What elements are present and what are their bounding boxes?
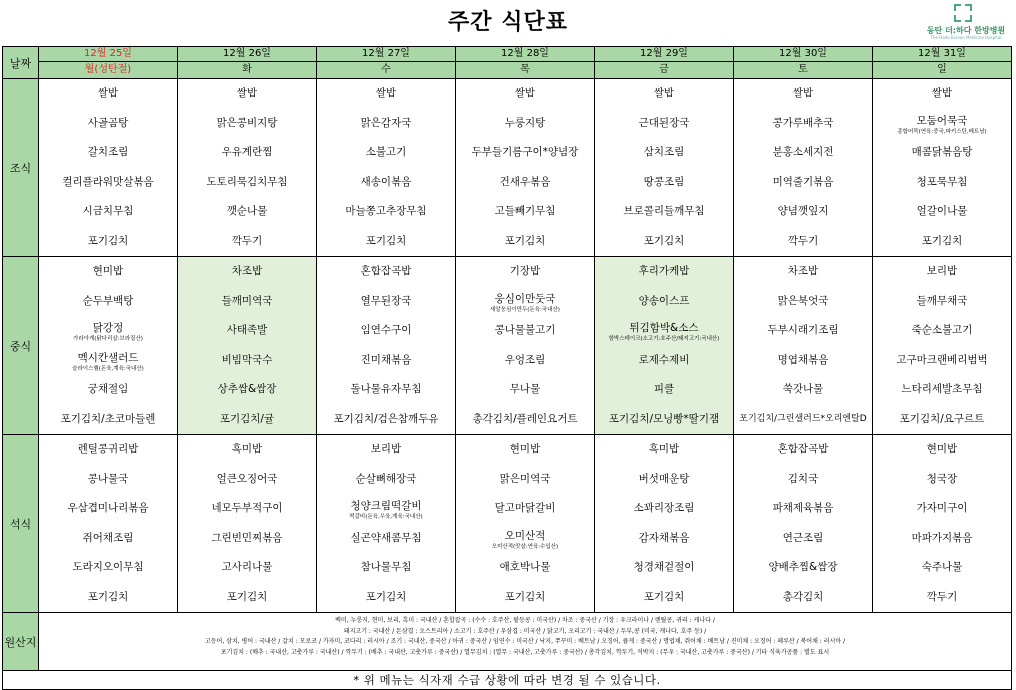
menu-item: 쌀밥 [653, 87, 675, 99]
menu-item: 총각김치/플레인요거트 [472, 412, 578, 425]
menu-item: 쌀밥 [514, 87, 536, 99]
menu-item-origin-note: 함박스테이크(소고기:호주산/돼지고기:국내산) [608, 336, 720, 342]
day-header [39, 47, 178, 79]
day-date: 12월 30일 [734, 47, 872, 62]
date-row [3, 47, 1012, 79]
menu-item: 현미밥 [926, 443, 958, 455]
menu-item: 혼합잡곡밥 [777, 443, 829, 455]
lunch-day-cell [178, 257, 317, 435]
dinner-day-cell [456, 435, 595, 613]
origin-info [39, 613, 1012, 671]
menu-item: 포기김치 [643, 590, 685, 603]
menu-item: 깍두기 [231, 234, 263, 247]
menu-item-name: 오미산적 [504, 529, 546, 542]
menu-item: 쌀밥 [931, 87, 953, 99]
menu-item: 누룽지탕 [504, 116, 546, 129]
dinner-day-cell [317, 435, 456, 613]
menu-item: 애호박나물 [499, 561, 551, 573]
menu-item: 기장밥 [509, 265, 541, 277]
menu-item: 임연수구이 [360, 324, 412, 336]
menu-item: 진미채볶음 [360, 353, 412, 366]
menu-item: 포기김치 [365, 590, 407, 603]
menu-item: 쑥갓나물 [782, 383, 824, 395]
day-header [456, 47, 595, 79]
menu-item: 무나물 [509, 383, 541, 395]
menu-item: 상추쌈&쌈장 [217, 383, 277, 395]
menu-item: 포기김치/그린샐러드*오리엔탈D [739, 413, 867, 424]
menu-item [595, 316, 733, 346]
menu-item-origin-note: 가라아게(닭다리살:브라질산) [73, 336, 143, 342]
origin-line: 돼지고기 : 국내산 / 돈삼겹 : 오스트리아 / 소고기 : 호주산 / 우삼겹 : 미국산 / 닭고기, 오리고기 : 국내산 / 두부,콩 (미국, 캐나다, 호주 등) / [343, 627, 707, 635]
menu-item: 포기김치 [504, 590, 546, 603]
menu-item-origin-note: 새알웅심이만두(돈육:국내산) [490, 306, 560, 313]
menu-item: 포기김치/모닝빵*딸기잼 [608, 412, 720, 425]
menu-item: 두부들기름구이*양념장 [471, 146, 579, 158]
dinner-label: 석식 [3, 435, 39, 613]
hospital-logo [918, 4, 1014, 40]
dinner-row [3, 435, 1012, 613]
day-of-week: 목 [456, 62, 594, 78]
menu-item-name: 모둠어묵국 [916, 114, 968, 127]
menu-item-name: 멕시칸샐러드 [77, 351, 139, 364]
menu-item-name: 닭강정 [92, 322, 124, 334]
day-of-week: 금 [595, 62, 733, 78]
menu-item: 근대된장국 [638, 116, 690, 129]
menu-item: 보리밥 [370, 443, 402, 455]
dinner-day-cell [595, 435, 734, 613]
menu-item: 양배추찜&쌈장 [768, 561, 838, 573]
menu-item: 렌틸콩귀리밥 [77, 443, 139, 455]
day-of-week: 일 [873, 62, 1011, 78]
menu-item [317, 494, 455, 524]
menu-item-origin-note: 종합어묵(연육:중국,파키스탄,베트남) [897, 128, 987, 135]
menu-item: 김치국 [787, 472, 819, 485]
menu-item [39, 346, 177, 376]
menu-item: 고들빼기무침 [494, 205, 556, 217]
menu-item: 우엉조림 [504, 353, 546, 366]
menu-item: 쌀밥 [97, 87, 119, 99]
menu-item: 포기김치 [365, 234, 407, 247]
origin-line: 포기김치 : (배추 : 국내산, 고춧가루 : 국내산) / 깍두기 : (배추 : 국내산, 고춧가루 : 중국산) / 열무김치 : (열무 : 국내산, 고춧가루 : 중국산) / 총각김치, 깍두기, 석박지 : (무우 : 국내산, 고춧가루 : 중국산) / 기타 식육가공품 : 별도 표시 [220, 648, 830, 656]
menu-item: 청포묵무침 [916, 175, 968, 188]
page-title: 주간 식단표 [448, 10, 568, 35]
menu-item: 분홍소세지전 [772, 146, 834, 158]
day-date: 12월 31일 [873, 47, 1011, 62]
menu-item-origin-note: 오미산적(맛살:연육:수입산) [491, 543, 559, 550]
menu-item: 콩나물국 [87, 472, 129, 485]
menu-item: 포기김치/요구르트 [899, 412, 985, 425]
lunch-day-cell [873, 257, 1012, 435]
origin-label: 원산지 [3, 613, 39, 671]
breakfast-day-cell [39, 79, 178, 257]
breakfast-label: 조식 [3, 79, 39, 257]
menu-item: 맑은감자국 [360, 116, 412, 129]
menu-item-name: 웅심이만둣국 [494, 292, 556, 305]
day-date: 12월 29일 [595, 47, 733, 62]
menu-item: 참나물무침 [360, 561, 412, 573]
menu-item: 미역줄기볶음 [772, 175, 834, 188]
menu-item: 청국장 [926, 472, 958, 485]
menu-item: 쌀밥 [792, 87, 814, 99]
menu-item: 쥐어채조림 [82, 531, 134, 544]
menu-item: 콩나물불고기 [494, 324, 556, 336]
menu-item: 총각김치 [782, 590, 824, 603]
menu-item: 연근조림 [782, 531, 824, 544]
menu-item: 포기김치 [643, 234, 685, 247]
menu-item: 건새우볶음 [499, 175, 551, 188]
menu-item: 비빔막국수 [221, 353, 273, 366]
menu-item: 궁채절임 [87, 383, 129, 395]
menu-item: 소불고기 [365, 146, 407, 158]
menu-item: 흑미밥 [231, 443, 263, 455]
menu-item: 흑미밥 [648, 443, 680, 455]
menu-item-origin-note: 슬라이스햄(돈육,계육:국내산) [72, 365, 144, 372]
menu-item: 청경채겉절이 [633, 561, 695, 573]
dinner-day-cell [39, 435, 178, 613]
menu-item: 순살뼈해장국 [355, 472, 417, 485]
day-of-week: 토 [734, 62, 872, 78]
menu-item [456, 524, 594, 554]
menu-item: 얼갈이나물 [916, 205, 968, 217]
menu-item: 쌀밥 [236, 87, 258, 99]
menu-item: 네모두부적구이 [211, 502, 283, 514]
logo-name: 동탄 더:하다 한방병원 [926, 26, 1006, 35]
menu-item: 얼큰오징어국 [216, 472, 278, 485]
menu-item-name: 청양크림떡갈비 [350, 500, 422, 512]
menu-item: 깍두기 [926, 590, 958, 603]
menu-item: 삼치조림 [643, 146, 685, 158]
menu-item: 들깨무채국 [916, 294, 968, 307]
menu-item: 로제수제비 [638, 353, 690, 366]
date-label: 날짜 [3, 47, 39, 79]
menu-item: 명엽채볶음 [777, 353, 829, 366]
lunch-label: 중식 [3, 257, 39, 435]
origin-line: 백미, 누룽지, 현미, 보리, 흑미 : 국내산 / 혼합잡곡 : (수수 : 호주산, 팥등콩 : 미국산) / 차조 : 중국산 / 기장 : 우크라이나 / 렌틸콩, 귀리 : 캐나다 / [335, 617, 715, 624]
note-row [3, 671, 1012, 690]
lunch-day-cell [39, 257, 178, 435]
menu-item: 도토리묵김치무침 [206, 175, 288, 188]
menu-item-origin-note: 떡갈비(돈육,우육,계육:국내산) [349, 514, 423, 520]
menu-item: 현미밥 [92, 265, 124, 277]
menu-item: 마파가지볶음 [911, 531, 973, 544]
lunch-row [3, 257, 1012, 435]
breakfast-day-cell [317, 79, 456, 257]
lunch-day-cell [456, 257, 595, 435]
menu-item: 숙주나물 [921, 561, 963, 573]
origin-line: 고등어, 삼치, 병어 : 국내산 / 갈치 : 모로코 / 가자미, 코다리 : 러시아 / 조기 : 국내산, 중국산 / 아귀 : 중국산 / 임연수 : 미국산 / 낙지, 쭈꾸미 : 베트남 / 오징어, 쥴게 : 중국산 / 명엽채, 쥐어채 : 베트남 / 진미채 : 오징어 : 페루산 / 북어채 : 러시아 / [204, 638, 846, 645]
menu-item: 파채제육볶음 [772, 502, 834, 514]
menu-item: 소꽈리장조림 [633, 502, 695, 514]
menu-item: 도라지오이무침 [72, 561, 144, 573]
menu-item: 피클 [653, 383, 675, 395]
menu-item: 포기김치/귤 [219, 412, 275, 425]
day-date: 12월 26일 [178, 47, 316, 62]
menu-item: 들깨미역국 [221, 294, 273, 307]
menu-item: 땅콩조림 [643, 175, 685, 188]
menu-item: 깻순나물 [226, 205, 268, 217]
menu-item: 포기김치 [87, 234, 129, 247]
dinner-day-cell [178, 435, 317, 613]
menu-item: 포기김치/검은참깨두유 [333, 412, 439, 425]
lunch-day-cell [734, 257, 873, 435]
day-date: 12월 28일 [456, 47, 594, 62]
breakfast-day-cell [595, 79, 734, 257]
menu-item: 포기김치 [504, 234, 546, 247]
menu-item: 맑은미역국 [499, 472, 551, 485]
menu-item: 죽순소불고기 [911, 324, 973, 336]
menu-item: 맑은콩비지탕 [216, 116, 278, 129]
menu-item: 포기김치 [87, 590, 129, 603]
menu-item [39, 316, 177, 346]
menu-item: 양송이스프 [638, 294, 690, 307]
lunch-day-cell [317, 257, 456, 435]
day-of-week: 화 [178, 62, 316, 78]
menu-item: 매콤닭볶음탕 [911, 146, 973, 158]
breakfast-day-cell [456, 79, 595, 257]
weekly-menu-table [2, 46, 1012, 690]
day-header [873, 47, 1012, 79]
menu-item: 차조밥 [231, 265, 263, 277]
menu-item: 새송이볶음 [360, 175, 412, 188]
menu-item: 감자채볶음 [638, 531, 690, 544]
breakfast-row [3, 79, 1012, 257]
menu-item: 열무된장국 [360, 294, 412, 307]
origin-row [3, 613, 1012, 671]
menu-item [456, 287, 594, 317]
menu-item: 가자미구이 [916, 502, 968, 514]
menu-item: 현미밥 [509, 443, 541, 455]
logo-mark-icon [954, 4, 972, 22]
day-of-week: 월(성탄절) [39, 62, 177, 78]
day-date: 12월 27일 [317, 47, 455, 62]
menu-item: 실곤약새콤무침 [350, 531, 422, 544]
menu-item: 마늘쫑고추장무침 [345, 205, 427, 217]
menu-item: 버섯매운탕 [638, 472, 690, 485]
menu-item: 포기김치 [226, 590, 268, 603]
menu-item: 컬리플라워맛살볶음 [62, 175, 154, 188]
menu-item: 고사리나물 [221, 561, 273, 573]
logo-subtitle: The Hada Korean Medicine Hospital [930, 35, 1002, 40]
menu-item: 콩가루배추국 [772, 116, 834, 129]
menu-item: 혼합잡곡밥 [360, 265, 412, 277]
menu-item: 느타리세발초무침 [901, 383, 983, 395]
menu-item: 순두부백탕 [82, 294, 134, 307]
menu-item: 보리밥 [926, 265, 958, 277]
menu-item: 두부시래기조림 [767, 324, 839, 336]
lunch-day-cell [595, 257, 734, 435]
menu-item: 사골곰탕 [87, 116, 129, 129]
day-header [595, 47, 734, 79]
dinner-day-cell [873, 435, 1012, 613]
menu-item-name: 튀김함박&소스 [629, 322, 699, 334]
menu-item: 고구마크랜베리범벅 [896, 353, 988, 366]
menu-item [873, 109, 1011, 139]
menu-item: 달고마닭갈비 [494, 502, 556, 514]
breakfast-day-cell [873, 79, 1012, 257]
day-date: 12월 25일 [39, 47, 177, 62]
day-of-week: 수 [317, 62, 455, 78]
menu-item: 맑은북엇국 [777, 294, 829, 307]
menu-item: 우삼겹미나리볶음 [67, 502, 149, 514]
menu-change-note: * 위 메뉴는 식자재 수급 상황에 따라 변경 될 수 있습니다. [3, 671, 1012, 690]
menu-item: 우유계란찜 [221, 146, 273, 158]
menu-item: 깍두기 [787, 234, 819, 247]
dinner-day-cell [734, 435, 873, 613]
menu-item: 쌀밥 [375, 87, 397, 99]
menu-item: 그린빈민찌볶음 [211, 531, 283, 544]
day-header [734, 47, 873, 79]
menu-item: 양념깻잎지 [777, 205, 829, 217]
menu-item: 브로콜리들깨무침 [623, 205, 705, 217]
menu-item: 갈치조림 [87, 146, 129, 158]
day-header [178, 47, 317, 79]
menu-item: 차조밥 [787, 265, 819, 277]
breakfast-day-cell [734, 79, 873, 257]
menu-item: 후리가케밥 [638, 265, 690, 277]
menu-item: 사태족발 [226, 324, 268, 336]
menu-item: 포기김치/초코마들렌 [60, 412, 156, 425]
breakfast-day-cell [178, 79, 317, 257]
menu-item: 돌나물유자무침 [350, 383, 422, 395]
menu-item: 포기김치 [921, 234, 963, 247]
day-header [317, 47, 456, 79]
menu-item: 시금치무침 [82, 205, 134, 217]
